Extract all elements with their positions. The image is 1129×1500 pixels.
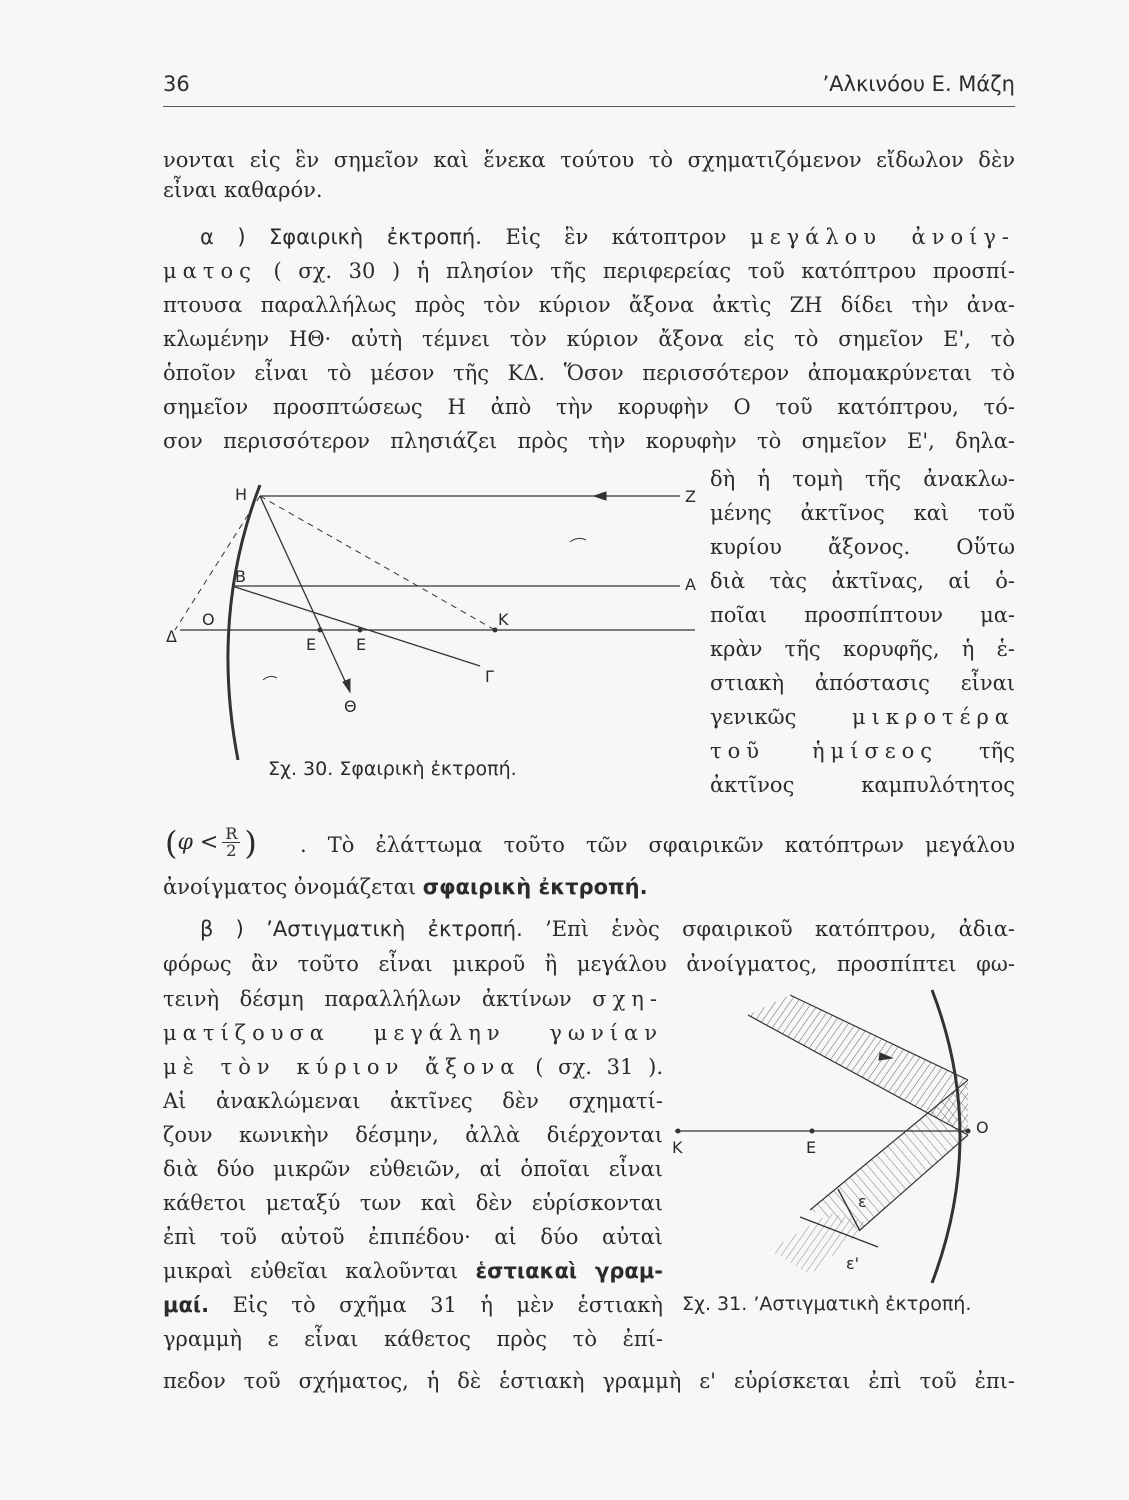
fraction-denominator: 2 (226, 841, 237, 860)
fraction-numerator: R (222, 826, 240, 843)
text-line: κλωμένην ΗΘ· αὐτὴ τέμνει τὸν κύριον ἄξονα εἰς τὸ σημεῖον Ε', τὸ (163, 327, 1015, 351)
label-e: E (806, 1138, 817, 1157)
label-gamma: Γ (485, 667, 494, 686)
text-line: κρὰν τῆς κορυφῆς, ἡ ἑ- (710, 637, 1015, 661)
point-e1 (318, 628, 323, 633)
text-line: γραμμὴ ε εἶναι κάθετος πρὸς τὸ ἐπί- (163, 1327, 663, 1351)
text-line: ἀκτῖνος καμπυλότητος (710, 773, 1015, 797)
page-number: 36 (163, 72, 190, 96)
label-theta: Θ (344, 697, 357, 716)
arrow-head (343, 679, 350, 692)
text-line: κάθετοι μεταξύ των καὶ δὲν εὑρίσκονται (163, 1191, 663, 1215)
text-line: σον περισσότερον πλησιάζει πρὸς τὴν κορυφὴν τὸ σημεῖον Ε', δηλα- (163, 429, 1015, 453)
figure-31-caption: Σχ. 31. ’Αστιγματικὴ ἐκτροπή. (682, 1293, 972, 1315)
text-line: πεδον τοῦ σχήματος, ἡ δὲ ἑστιακὴ γραμμὴ ε' εὑρίσκεται ἐπὶ τοῦ ἐπι- (163, 1369, 1015, 1393)
formula: ( φ < $\frac{R}{2}$ ) (165, 823, 257, 862)
point-k (493, 628, 498, 633)
text-line: ποῖαι προσπίπτουν μα- (710, 603, 1015, 627)
mirror-arc (228, 485, 260, 760)
bold-term: ἑστιακαὶ γραμ- (475, 1259, 663, 1283)
spaced-text: μικροτέρα (851, 705, 1015, 729)
ray-h-theta (260, 496, 350, 692)
point-e2 (358, 628, 363, 633)
label-k: K (498, 610, 509, 629)
running-head: ’Αλκινόου Ε. Μάζη (822, 72, 1015, 96)
text-line (163, 1256, 663, 1286)
text-span: γενικῶς (710, 705, 797, 729)
text-span: τεινὴ δέσμη παραλλήλων ἀκτίνων (163, 987, 572, 1011)
label-o: O (976, 1118, 989, 1137)
figure-30 (160, 470, 705, 770)
bold-term: μαί. (163, 1293, 210, 1317)
text-span: Εἰς ἓν κάτοπτρον (505, 225, 727, 249)
text-line: ζουν κωνικὴν δέσμην, ἀλλὰ διέρχονται (163, 1123, 663, 1147)
spaced-text: τοῦ ἡμίσεος (710, 739, 939, 763)
text-line: μένης ἀκτῖνος καὶ τοῦ (710, 501, 1015, 525)
text-line (163, 1052, 663, 1082)
text-line: φόρως ἂν τοῦτο εἶναι μικροῦ ἢ μεγάλου ἀνοίγματος, προσπίπτει φω- (163, 952, 1015, 976)
text-line (710, 702, 1015, 732)
small-arc (570, 538, 586, 542)
text-span: ἀνοίγματος ὀνομάζεται (163, 875, 417, 899)
section-label: β ) ’Αστιγματικὴ ἐκτροπή. (200, 917, 523, 941)
label-a: A (685, 575, 696, 594)
label-z: Z (685, 487, 696, 506)
text-line (163, 1290, 663, 1320)
text-span: ( σχ. 30 ) ἡ πλησίον τῆς περιφερείας τοῦ κατόπτρου προσπί- (273, 259, 1015, 283)
text-line: νονται εἰς ἓν σημεῖον καὶ ἕνεκα τούτου τὸ σχηματιζόμενον εἴδωλον δὲν (163, 148, 1015, 172)
page-header (163, 72, 1015, 106)
text-line: ματίζουσα μεγάλην γωνίαν (163, 1021, 663, 1045)
dashed-hk (260, 496, 495, 630)
arrow-head (594, 492, 606, 500)
label-k: K (672, 1138, 683, 1157)
point-o (966, 1129, 971, 1134)
reflected-beam (810, 1080, 968, 1230)
point-e (810, 1129, 815, 1134)
text-line: σημεῖον προσπτώσεως Η ἀπὸ τὴν κορυφὴν Ο τοῦ κατόπτρου, τό- (163, 395, 1015, 419)
section-label: α ) Σφαιρικὴ ἐκτροπή. (200, 225, 482, 249)
text-span: ( σχ. 31 ). (535, 1055, 663, 1079)
label-epsilon-prime: ε' (846, 1254, 860, 1273)
label-e1: E (306, 635, 317, 654)
text-span: τῆς (979, 739, 1015, 763)
header-rule (163, 106, 1015, 107)
bold-term: σφαιρικὴ ἐκτροπή. (422, 875, 648, 899)
text-line: ἐπὶ τοῦ αὐτοῦ ἐπιπέδου· αἱ δύο αὐταὶ (163, 1225, 663, 1249)
text-line (163, 984, 663, 1014)
text-line: . Τὸ ἐλάττωμα τοῦτο τῶν σφαιρικῶν κατόπτρων μεγάλου (300, 833, 1015, 857)
text-line (200, 914, 1015, 944)
text-span: μικραὶ εὐθεῖαι καλοῦνται (163, 1259, 459, 1283)
text-line (165, 823, 257, 862)
text-line: δὴ ἡ τομὴ τῆς ἀνακλω- (710, 467, 1015, 491)
dashed-h-delta (175, 496, 260, 630)
small-arc (263, 676, 277, 680)
text-line (163, 872, 648, 902)
spaced-text: σχη- (592, 987, 663, 1011)
figure-30-caption: Σχ. 30. Σφαιρικὴ ἐκτροπή. (268, 758, 517, 780)
text-line (710, 736, 1015, 766)
label-o: O (202, 610, 215, 629)
spaced-text: μεγάλου ἀνοίγ- (750, 225, 1016, 249)
label-epsilon: ε (858, 1192, 867, 1211)
text-line: διὰ δύο μικρῶν εὐθειῶν, αἱ ὁποῖαι εἶναι (163, 1157, 663, 1181)
text-line: Αἱ ἀνακλώμεναι ἀκτῖνες δὲν σχηματί- (163, 1089, 663, 1113)
text-line: εἶναι καθαρόν. (163, 178, 323, 202)
label-e2: E (356, 635, 367, 654)
fraction (222, 826, 240, 859)
point-k (676, 1129, 681, 1134)
ray-b-gamma (232, 586, 480, 666)
text-line (163, 256, 1015, 286)
label-delta: Δ (166, 627, 177, 646)
text-line: πτουσα παραλλήλως πρὸς τὸν κύριον ἄξονα ἀκτὶς ΖΗ δίδει τὴν ἀνα- (163, 293, 1015, 317)
text-line: ὁποῖον εἶναι τὸ μέσον τῆς ΚΔ. Ὅσον περισσότερον ἀπομακρύνεται τὸ (163, 361, 1015, 385)
text-line: διὰ τὰς ἀκτῖνας, αἱ ὁ- (710, 569, 1015, 593)
spaced-text: μὲ τὸν κύριον ἄξονα (163, 1055, 521, 1079)
text-span: Εἰς τὸ σχῆμα 31 ἡ μὲν ἑστιακὴ (232, 1293, 663, 1317)
text-line: κυρίου ἄξονος. Οὕτω (710, 535, 1015, 559)
text-span: ’Επὶ ἑνὸς σφαιρικοῦ κατόπτρου, ἀδια- (545, 917, 1015, 941)
text-line (200, 222, 1015, 252)
formula-phi: φ < (177, 829, 219, 855)
label-h: H (235, 485, 248, 504)
text-line: στιακὴ ἀπόστασις εἶναι (710, 671, 1015, 695)
spaced-text: ματος (163, 259, 257, 283)
figure-31 (670, 985, 1015, 1290)
label-b: B (235, 567, 246, 586)
